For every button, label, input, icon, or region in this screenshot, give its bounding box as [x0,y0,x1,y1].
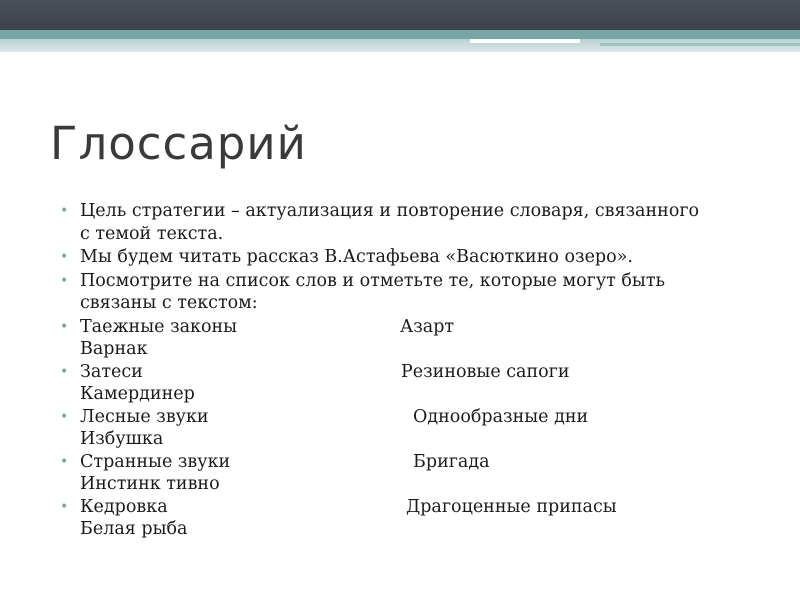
bullet-item [60,246,705,269]
word-right: Резиновые сапоги [401,361,570,382]
slide-title: Глоссарий [50,117,307,170]
word-pair-row [80,496,760,519]
word-pair-row [80,406,760,429]
header-bar-teal [0,30,800,39]
bullet-list [60,200,760,541]
word-left: Странные звуки [80,451,231,472]
word-pair-item [60,496,760,541]
word-left: Кедровка [80,496,168,517]
word-second-line: Варнак [80,339,148,359]
word-left: Затеси [80,361,143,382]
word-pair-item [60,406,760,451]
word-left: Таежные законы [80,316,238,337]
word-second-line: Избушка [80,429,164,449]
bullet-icon: • [60,408,69,425]
bullet-item [60,270,705,315]
word-right: Драгоценные припасы [406,496,617,517]
word-pair-item [60,451,760,496]
word-right: Азарт [400,316,455,337]
bullet-text: Мы будем читать рассказ В.Астафьева «Васюткино озеро». [80,247,633,267]
word-pair-item [60,316,760,361]
word-second-line: Камердинер [80,384,195,404]
header-accent-line [470,39,580,43]
bullet-icon: • [60,498,69,515]
word-left: Лесные звуки [80,406,209,427]
word-right: Бригада [413,451,490,472]
bullet-icon: • [60,249,69,265]
word-pair-item [60,361,760,406]
bullet-icon: • [60,363,69,380]
bullet-icon: • [60,272,69,289]
bullet-item [60,200,705,245]
header-bar-dark [0,0,800,30]
bullet-icon: • [60,203,69,219]
header-accent-line-2 [600,43,800,46]
bullet-text: Посмотрите на список слов и отметьте те, которые могут быть связаны с текстом: [80,270,666,313]
word-second-line: Белая рыба [80,519,188,539]
word-second-line: Инстинк тивно [80,474,220,494]
bullet-icon: • [60,453,69,470]
word-pair-row [80,316,760,339]
word-pair-row [80,361,760,384]
bullet-icon: • [60,318,69,335]
bullet-text: Цель стратегии – актуализация и повторение словаря, связанного с темой текста. [80,201,700,244]
word-right: Однообразные дни [413,406,589,427]
word-pair-row [80,451,760,474]
